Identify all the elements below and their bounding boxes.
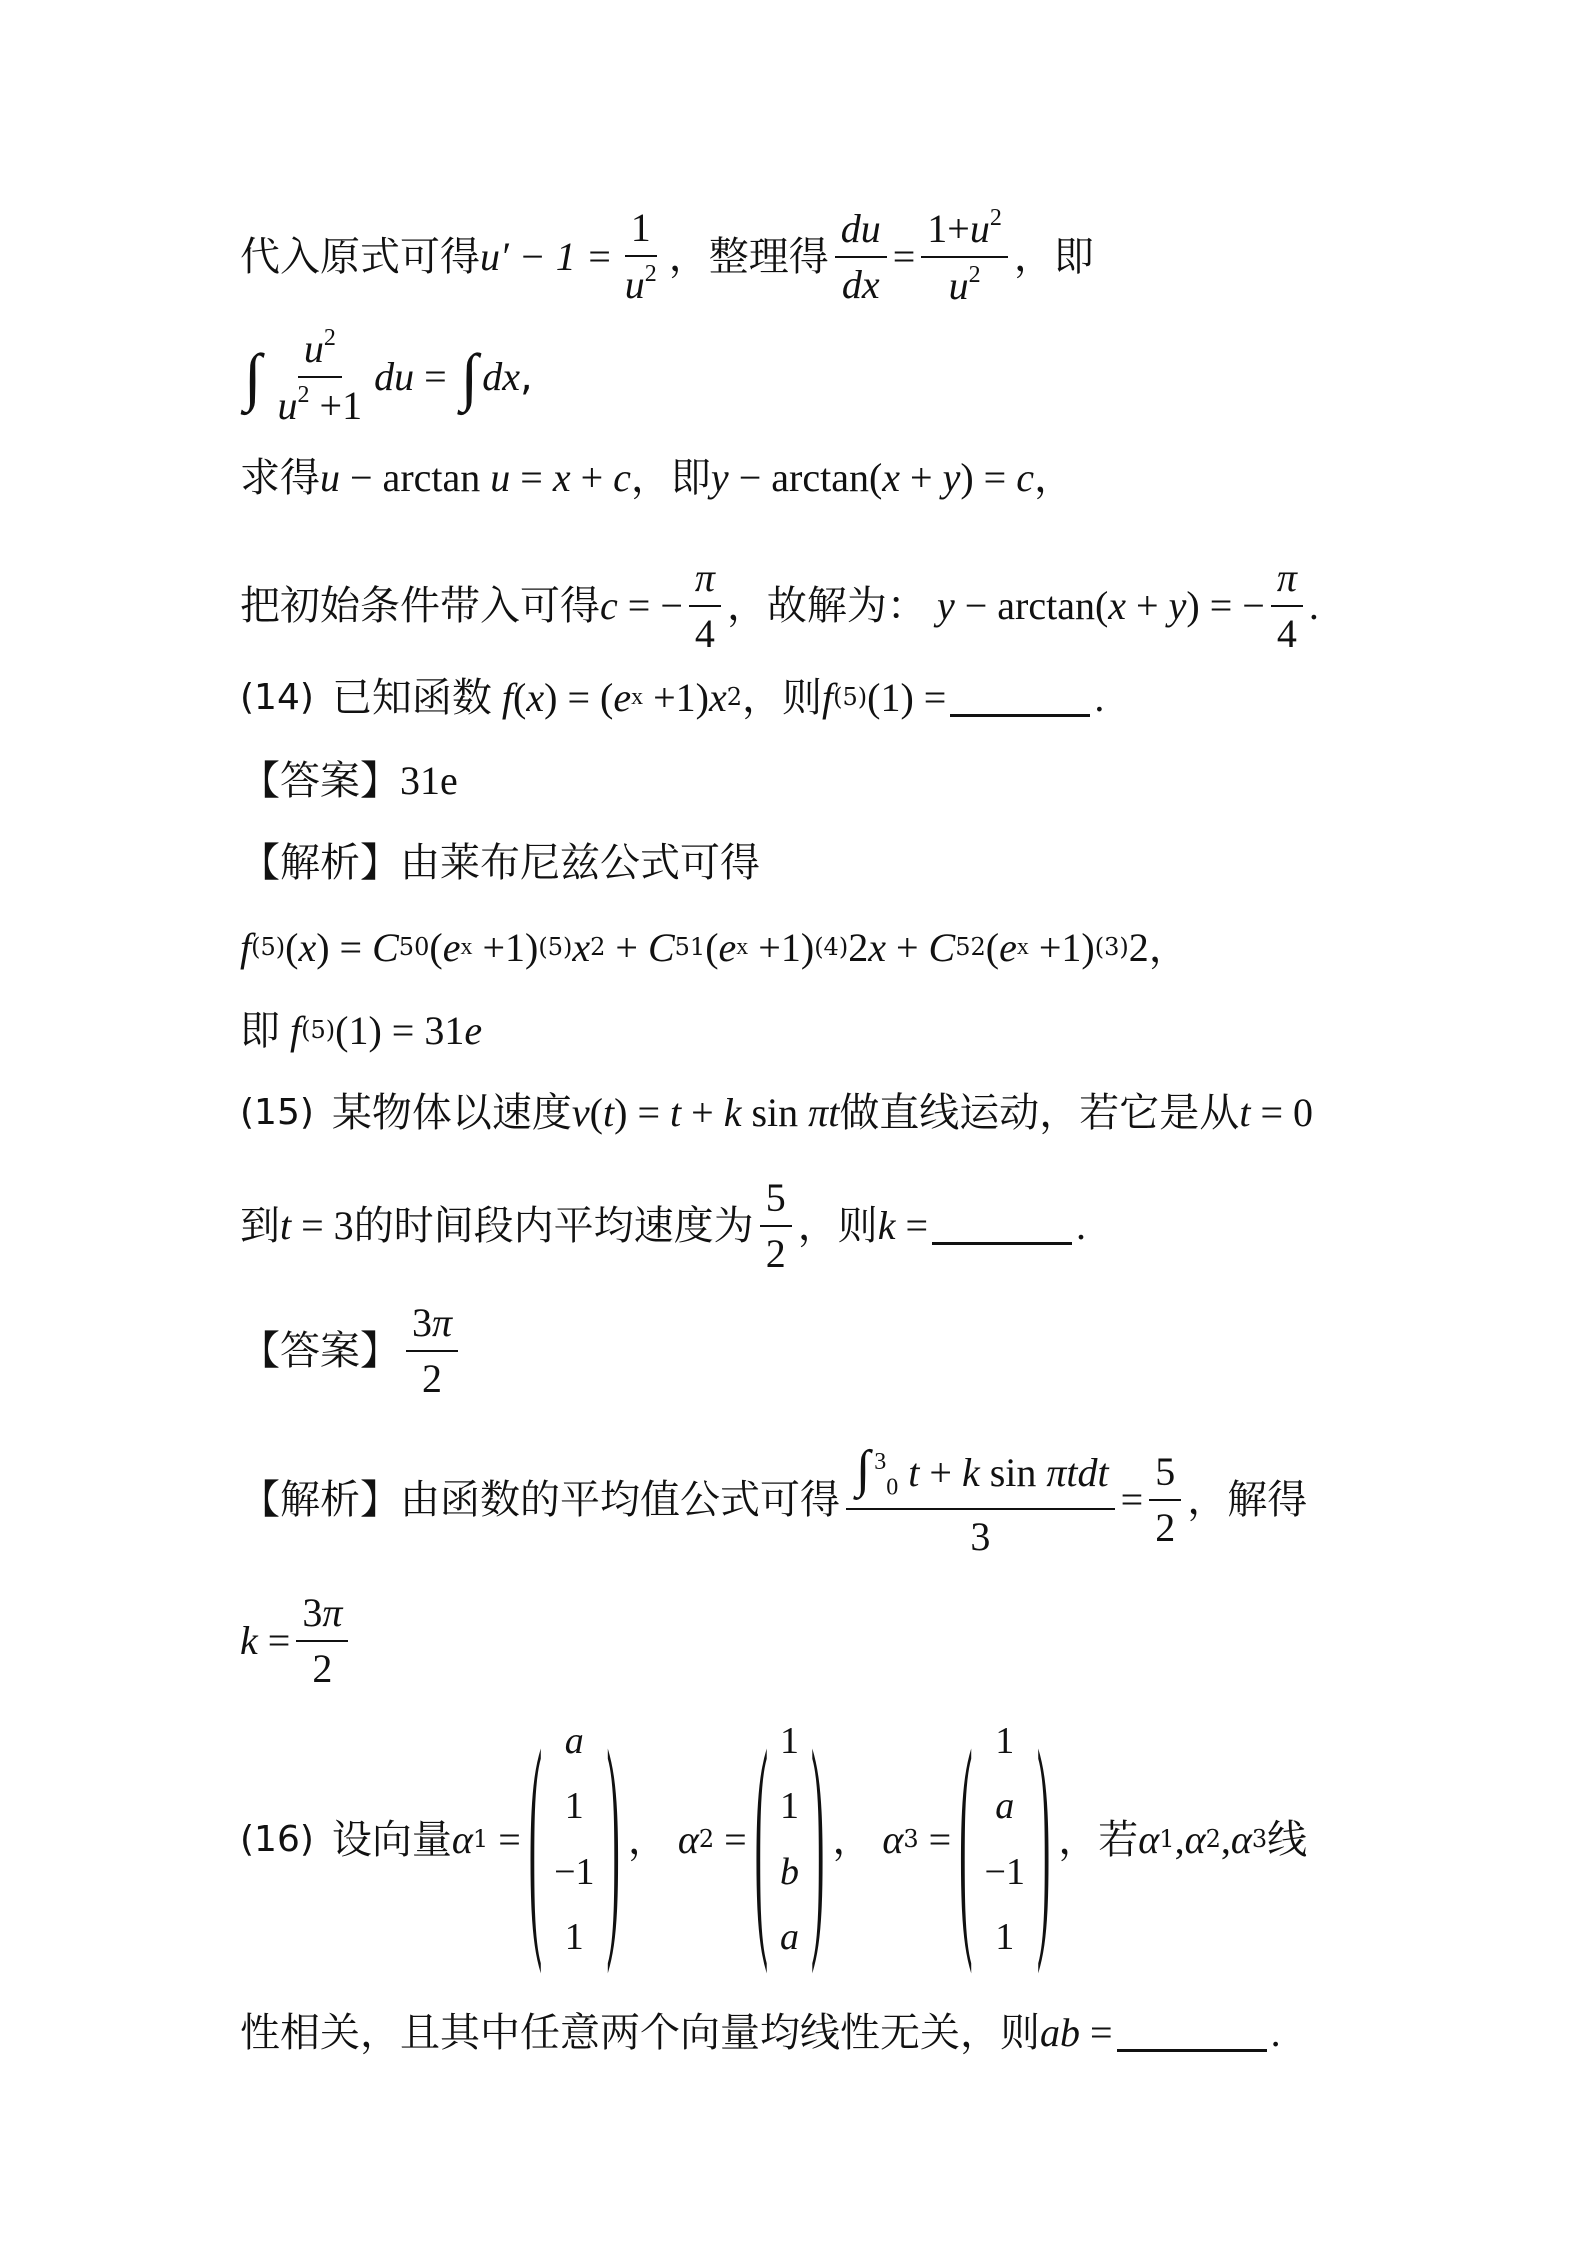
text-fragment: 即 — [240, 1008, 280, 1054]
text-fragment: 到 — [240, 1203, 280, 1249]
text-fragment: 已知函数 — [331, 675, 492, 721]
fraction: $\frac{5}{2}$ — [760, 1175, 792, 1277]
fraction: $\frac{1}{u^2}$ — [624, 205, 657, 308]
math-expr: = — [892, 233, 916, 279]
fraction: $\frac{1+u^2}{u^2}$ — [921, 205, 1008, 309]
math-expr: f — [491, 675, 514, 720]
text-fragment: 某物体以速度 — [331, 1090, 572, 1136]
vector-alpha-3: ( 1 a −1 1 ) — [959, 1697, 1051, 1977]
math-expr: α — [451, 1817, 473, 1862]
fraction: $\frac{5}{2}$ — [1149, 1449, 1181, 1551]
text-fragment: ，即 — [1013, 233, 1094, 280]
text-fragment: 由函数的平均值公式可得 — [400, 1476, 840, 1523]
math-expr: v — [571, 1090, 590, 1135]
text-fragment: 的时间段内平均速度为 — [353, 1203, 754, 1249]
derivation-line-2 — [240, 325, 1407, 429]
derivation-line-3: 求得 u − arctan u = x + c ，即 y − arctan( x + y ) = c ， — [240, 455, 1075, 501]
text-fragment: 线 — [1267, 1817, 1308, 1863]
text-fragment: ，则 — [797, 1203, 878, 1249]
integral-sign: ∫ — [244, 341, 262, 412]
solution-14-intro — [240, 840, 1407, 886]
solution-label: 【解析】 — [240, 840, 400, 886]
answer-value: 31e — [400, 758, 458, 803]
text-fragment: , — [519, 353, 533, 400]
text-fragment: ，则 — [742, 675, 823, 721]
answer-blank[interactable] — [932, 1208, 1072, 1245]
math-expr: f — [280, 1008, 302, 1053]
text-fragment: ， — [1148, 925, 1189, 971]
fraction: $\frac{\int ^3_0 t + k \sin \pi tdt}{3}$ — [846, 1440, 1115, 1560]
text-fragment: 求得 — [240, 455, 320, 501]
question-15: (15) 某物体以速度 v ( t ) = t + k sin πt 做直线运动，若它是从 t = 0 — [240, 1090, 1313, 1136]
vector-alpha-2: ( 1 1 b a ) — [754, 1697, 825, 1977]
text-fragment: 设向量 — [331, 1817, 452, 1863]
math-expr: = — [1120, 1476, 1144, 1522]
integral-sign: ∫ — [460, 341, 479, 412]
fraction: $\frac{\pi}{4}$ — [689, 555, 721, 657]
text-fragment: 做直线运动，若它是从 — [839, 1090, 1240, 1136]
fraction: $\frac{u^2}{u^2 +1}$ — [277, 325, 363, 428]
question-number: (16) — [240, 1819, 314, 1861]
math-expr: α — [667, 1817, 699, 1862]
math-expr: y — [926, 583, 955, 628]
math-expr: t — [1239, 1090, 1251, 1135]
text-fragment: . — [1094, 675, 1105, 720]
question-16: (16) 设向量 α 1 = ( a 1 −1 1 ) ， α 2 = ( 1 1 b a ) ， α 3 = ( 1 a −1 1 ) ，若 α 1 , α 2 , α 3 线 — [240, 1697, 1308, 1977]
question-14: (14) 已知函数 f ( x ) = ( e x +1) x 2 ，则 f (5) (1) = . — [240, 675, 1105, 721]
answer-blank[interactable] — [950, 680, 1090, 717]
text-fragment: 代入原式可得 — [240, 233, 480, 280]
text-fragment: ， — [1034, 455, 1075, 501]
text-fragment: . — [1076, 1203, 1087, 1248]
text-fragment: 性相关，且其中任意两个向量均线性无关，则 — [240, 2010, 1040, 2056]
answer-14 — [240, 758, 1407, 804]
solution-14-formula: f (5) ( x ) = C 5 0 ( e x +1) (5) x 2 + C 5 1 ( e x +1) (4) 2 x + C 5 2 ( e x +1) (3) 2 ， — [240, 925, 1189, 971]
answer-label: 【答案】 — [240, 1328, 400, 1374]
math-expr: u — [320, 455, 340, 500]
math-expr: k — [877, 1203, 896, 1248]
text-fragment: 由莱布尼兹公式可得 — [400, 840, 760, 886]
question-number: (15) — [240, 1092, 314, 1134]
text-fragment: ，整理得 — [668, 233, 829, 280]
fraction: $\frac{3\pi}{2}$ — [296, 1590, 348, 1692]
derivation-line-4: 把初始条件带入可得 c = − $\frac{\pi}{4}$ ，故解为： y − arctan( x + y ) = − $\frac{\pi}{4}$ . — [240, 555, 1319, 656]
text-fragment: ，解得 — [1187, 1476, 1308, 1523]
fraction: $\frac{du}{dx}$ — [835, 206, 887, 308]
question-16-cont: 性相关，且其中任意两个向量均线性无关，则 ab = . — [240, 2010, 1281, 2056]
math-expr: t — [280, 1203, 292, 1248]
math-expr: k — [240, 1618, 258, 1663]
text-fragment: 把初始条件带入可得 — [240, 583, 600, 629]
answer-15 — [240, 1300, 1407, 1402]
solution-14-result: 即 f (5) (1) = 31 e — [240, 1008, 483, 1054]
text-fragment: . — [1270, 2010, 1281, 2055]
answer-blank[interactable] — [1117, 2015, 1267, 2052]
math-expr: f — [822, 675, 834, 720]
math-expr: dx — [482, 353, 520, 399]
math-expr: u′ − 1 = — [480, 233, 613, 279]
solution-15-result: k = $\frac{3\pi}{2}$ — [240, 1590, 1407, 1692]
solution-15 — [240, 1440, 1407, 1560]
text-fragment: ， — [832, 1817, 873, 1863]
question-15-cont: 到 t = 3 的时间段内平均速度为 $\frac{5}{2}$ ，则 k = . — [240, 1175, 1087, 1276]
derivation-line-1 — [240, 205, 1407, 309]
solution-label: 【解析】 — [240, 1476, 400, 1523]
text-fragment: ，即 — [630, 455, 711, 501]
text-fragment: . — [1308, 583, 1319, 628]
math-expr: α — [872, 1817, 904, 1862]
math-expr: = — [414, 353, 457, 399]
math-expr: y — [710, 455, 729, 500]
vector-alpha-1: ( a 1 −1 1 ) — [528, 1697, 620, 1977]
question-number: (14) — [240, 677, 314, 719]
fraction: $\frac{\pi}{4}$ — [1271, 555, 1303, 657]
text-fragment: ，若 — [1058, 1817, 1139, 1863]
math-expr: du — [374, 353, 415, 399]
answer-label: 【答案】 — [240, 758, 400, 804]
math-expr: ab — [1040, 2010, 1080, 2055]
text-fragment: ，故解为： — [726, 583, 927, 629]
math-expr: α — [1138, 1817, 1160, 1862]
math-expr: f — [240, 925, 252, 970]
math-expr: c — [600, 583, 618, 628]
fraction: $\frac{3\pi}{2}$ — [406, 1300, 458, 1402]
text-fragment: ， — [627, 1817, 668, 1863]
